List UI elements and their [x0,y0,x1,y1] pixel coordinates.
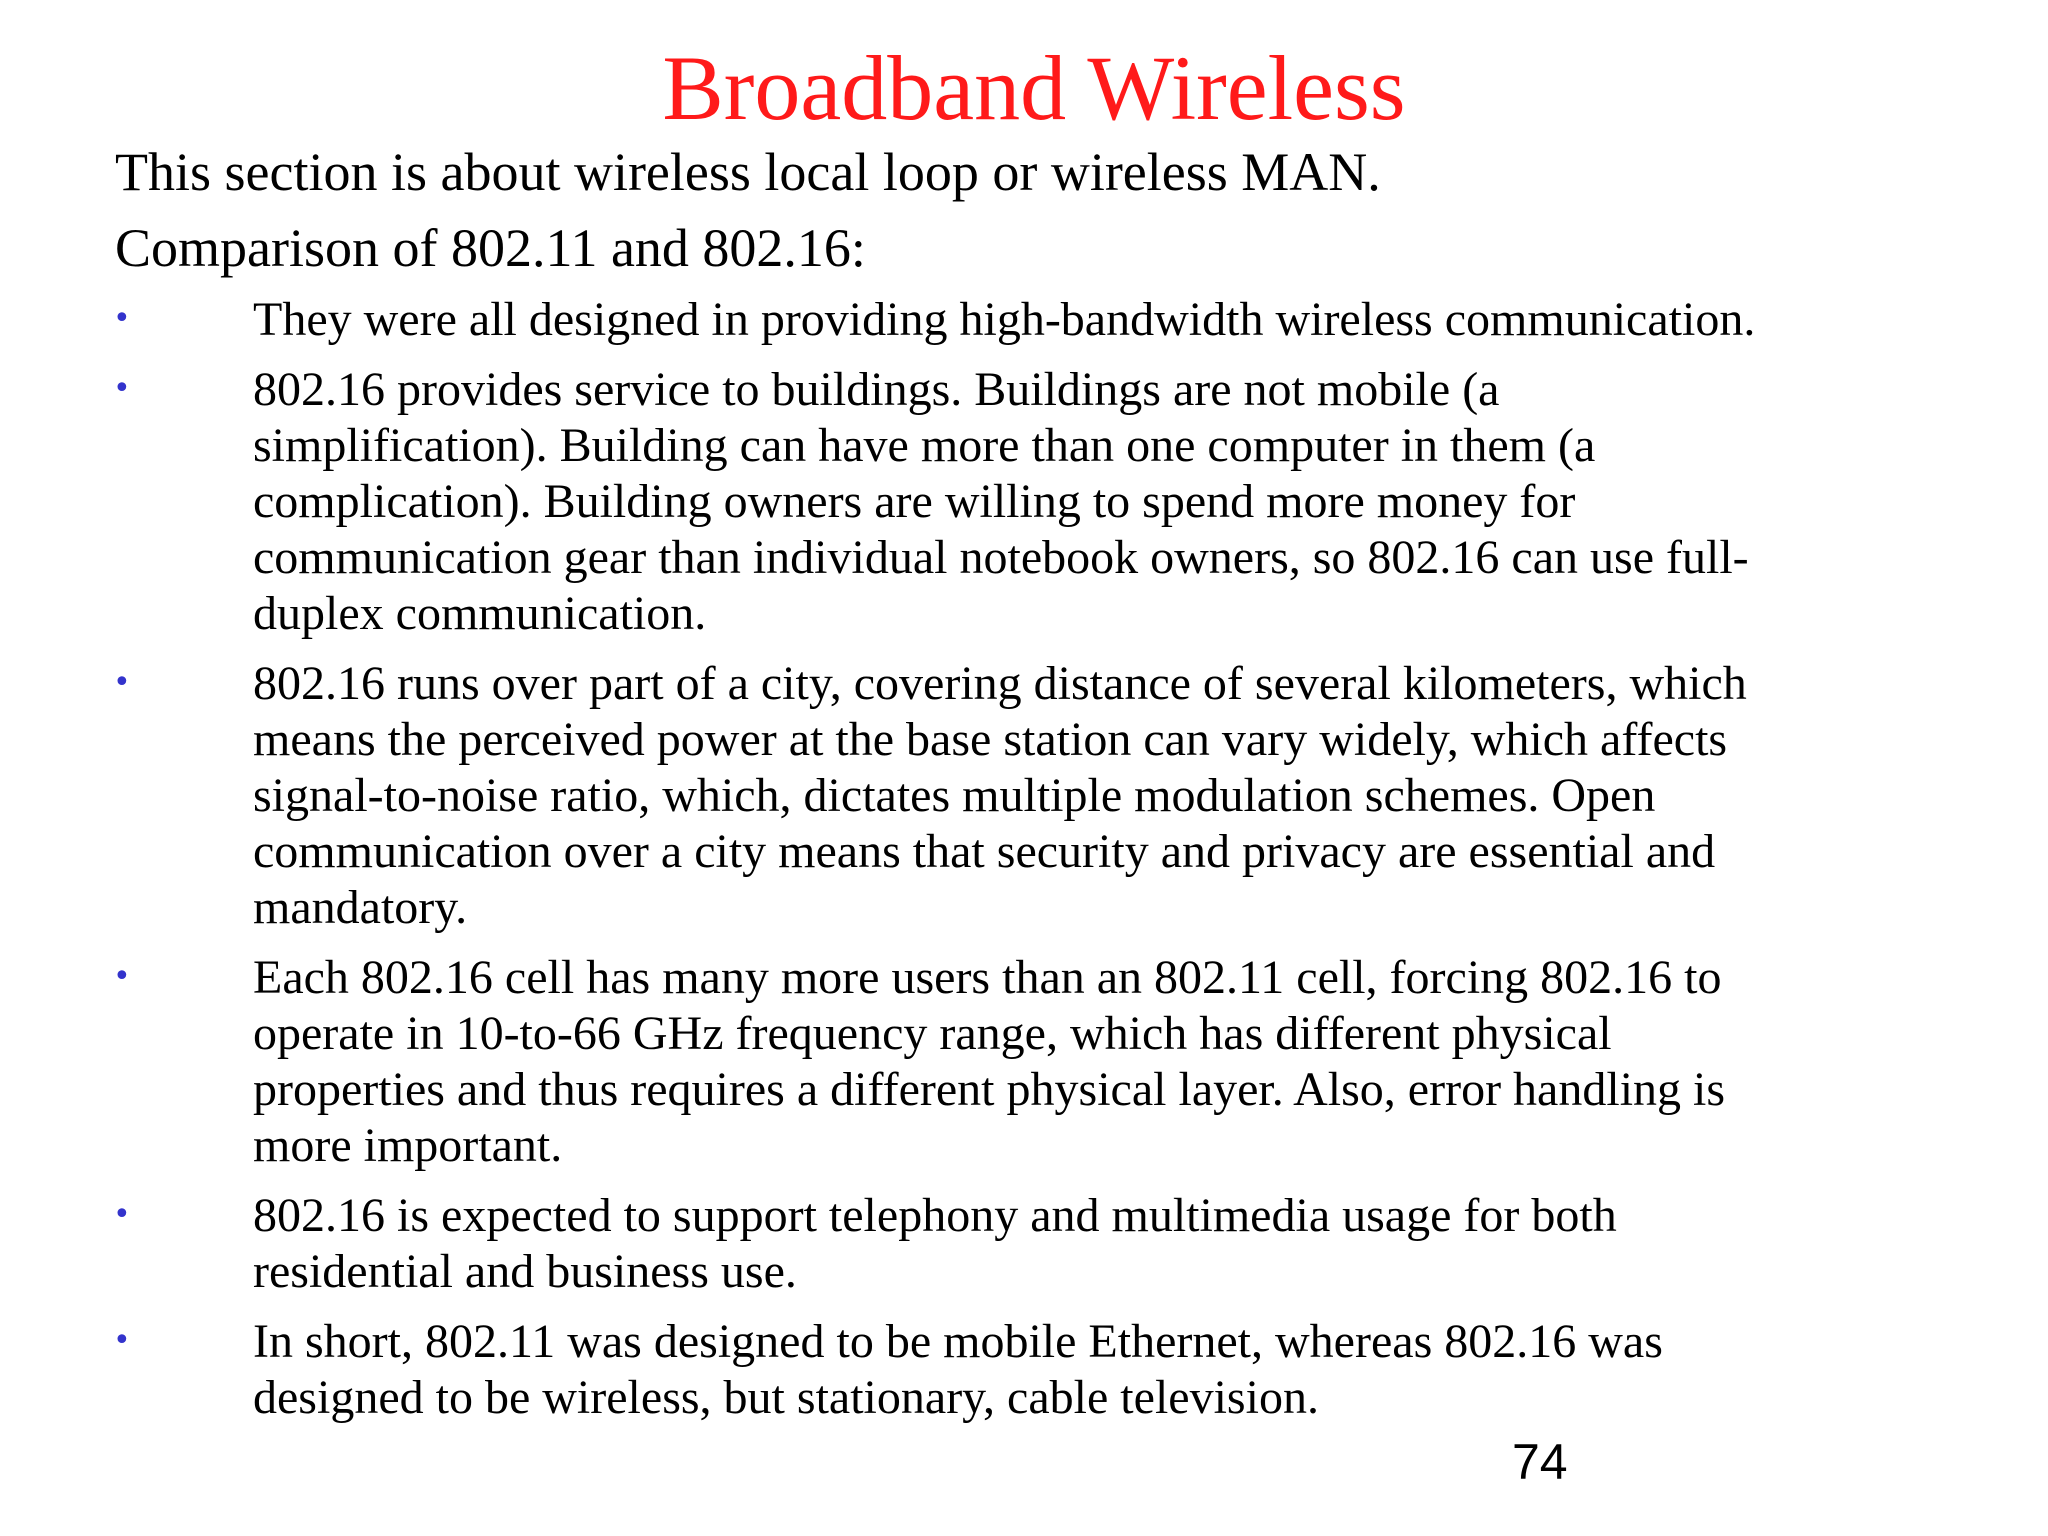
bullet-item [0,656,2048,936]
bullet-item [0,1188,2048,1300]
bullet-text: 802.16 runs over part of a city, covering distance of several kilometers, which means the perceived power at the base station can vary widely, which affects signal-to-noise ratio, which, dictates multiple modulation schemes. Open communication over a city means that security and privacy are essential and mandatory. [253,657,1747,934]
bullet-text: In short, 802.11 was designed to be mobile Ethernet, whereas 802.16 was designed to be wireless, but stationary, cable television. [253,1315,1663,1424]
bullet-list [0,292,2048,1440]
bullet-icon: • [113,301,131,336]
intro-line: Comparison of 802.11 and 802.16: [115,218,866,278]
bullet-item [0,1314,2048,1426]
bullet-item [0,292,2048,348]
page-number: 74 [1512,1434,1568,1490]
bullet-text: Each 802.16 cell has many more users than an 802.11 cell, forcing 802.16 to operate in 10-to-66 GHz frequency range, which has different physical properties and thus requires a different physical layer. Also, error handling is more important. [253,951,1726,1172]
bullet-icon: • [113,959,131,994]
bullet-text: 802.16 is expected to support telephony and multimedia usage for both residential and business use. [253,1189,1617,1298]
bullet-item [0,362,2048,642]
bullet-icon: • [113,1323,131,1358]
bullet-text: They were all designed in providing high-bandwidth wireless communication. [253,293,1756,346]
intro-line: This section is about wireless local loop or wireless MAN. [115,142,1381,202]
bullet-item [0,950,2048,1174]
bullet-icon: • [113,371,131,406]
bullet-text: 802.16 provides service to buildings. Buildings are not mobile (a simplification). Building can have more than one computer in them (a complication). Building owners are willing to spend more money for communication gear than individual notebook owners, so 802.16 can use full- duplex communication. [253,363,1749,640]
bullet-icon: • [113,665,131,700]
slide-title: Broadband Wireless [662,37,1406,139]
bullet-icon: • [113,1197,131,1232]
